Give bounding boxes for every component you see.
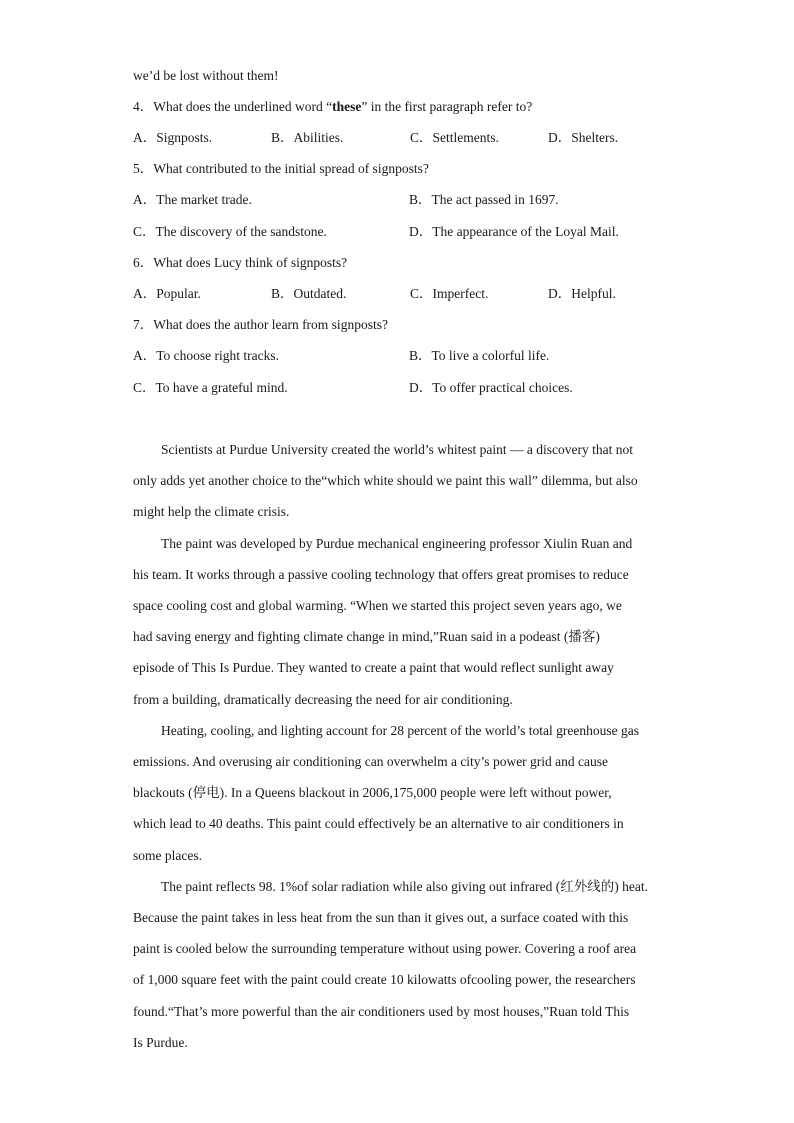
question-5-option-c[interactable]: C．The discovery of the sandstone. (133, 224, 327, 239)
question-5-option-a[interactable]: A．The market trade. (133, 192, 252, 207)
passage-line: Is Purdue. (133, 1035, 188, 1050)
question-6-option-d[interactable]: D．Helpful. (548, 286, 616, 301)
passage-line: Heating, cooling, and lighting account for 28 percent of the world’s total greenhouse gas (161, 723, 639, 738)
question-4-option-d[interactable]: D．Shelters. (548, 130, 619, 145)
question-4-stem-post: ” in the first paragraph refer to? (361, 99, 533, 114)
question-4-option-b[interactable]: B．Abilities. (271, 130, 344, 145)
question-7-option-a[interactable]: A．To choose right tracks. (133, 348, 280, 363)
question-4-option-a[interactable]: A．Signposts. (133, 130, 213, 145)
passage-line: episode of This Is Purdue. They wanted to create a paint that would reflect sunlight away (133, 660, 614, 675)
question-5-option-b[interactable]: B．The act passed in 1697. (409, 192, 559, 207)
passage-line: Scientists at Purdue University created the world’s whitest paint — a discovery that not (161, 442, 634, 457)
question-5-option-d[interactable]: D．The appearance of the Loyal Mail. (409, 224, 619, 239)
question-7-option-d[interactable]: D．To offer practical choices. (409, 380, 573, 395)
question-7-option-b[interactable]: B．To live a colorful life. (409, 348, 550, 363)
passage-line: The paint was developed by Purdue mechanical engineering professor Xiulin Ruan and (161, 536, 633, 551)
question-6-option-b[interactable]: B．Outdated. (271, 286, 347, 301)
previous-passage-tail: we’d be lost without them! (133, 68, 279, 83)
question-7-stem: 7．What does the author learn from signposts? (133, 317, 388, 332)
passage-line: some places. (133, 848, 202, 863)
passage-line: emissions. And overusing air conditioning can overwhelm a city’s power grid and cause (133, 754, 609, 769)
passage-line: blackouts (停电). In a Queens blackout in 2006,175,000 people were left without power, (133, 785, 612, 800)
passage-line: might help the climate crisis. (133, 504, 290, 519)
passage-line: which lead to 40 deaths. This paint could effectively be an alternative to air conditioners in (133, 816, 624, 831)
question-7-option-c[interactable]: C．To have a grateful mind. (133, 380, 288, 395)
question-6-option-c[interactable]: C．Imperfect. (410, 286, 489, 301)
question-4-stem-pre: 4．What does the underlined word “ (133, 99, 333, 114)
passage-line: had saving energy and fighting climate change in mind,”Ruan said in a podeast (播客) (133, 629, 600, 644)
question-4-stem (133, 99, 532, 115)
question-6-option-a[interactable]: A．Popular. (133, 286, 201, 301)
question-4-option-c[interactable]: C．Settlements. (410, 130, 499, 145)
question-6-stem: 6．What does Lucy think of signposts? (133, 255, 348, 270)
passage-line: his team. It works through a passive cooling technology that offers great promises to reduce (133, 567, 629, 582)
passage-line: space cooling cost and global warming. “When we started this project seven years ago, we (133, 598, 622, 613)
passage-line: from a building, dramatically decreasing the need for air conditioning. (133, 692, 513, 707)
passage-line: only adds yet another choice to the“which white should we paint this wall” dilemma, but also (133, 473, 638, 488)
passage-line: The paint reflects 98. 1%of solar radiation while also giving out infrared (红外线的) heat. (161, 879, 648, 894)
passage-line: Because the paint takes in less heat from the sun than it gives out, a surface coated with this (133, 910, 629, 925)
passage-line: found.“That’s more powerful than the air conditioners used by most houses,”Ruan told This (133, 1004, 630, 1019)
passage-line: paint is cooled below the surrounding temperature without using power. Covering a roof area (133, 941, 637, 956)
question-5-stem: 5．What contributed to the initial spread of signposts? (133, 161, 429, 176)
question-4-keyword: these (332, 99, 362, 114)
passage-line: of 1,000 square feet with the paint could create 10 kilowatts ofcooling power, the researchers (133, 972, 636, 987)
